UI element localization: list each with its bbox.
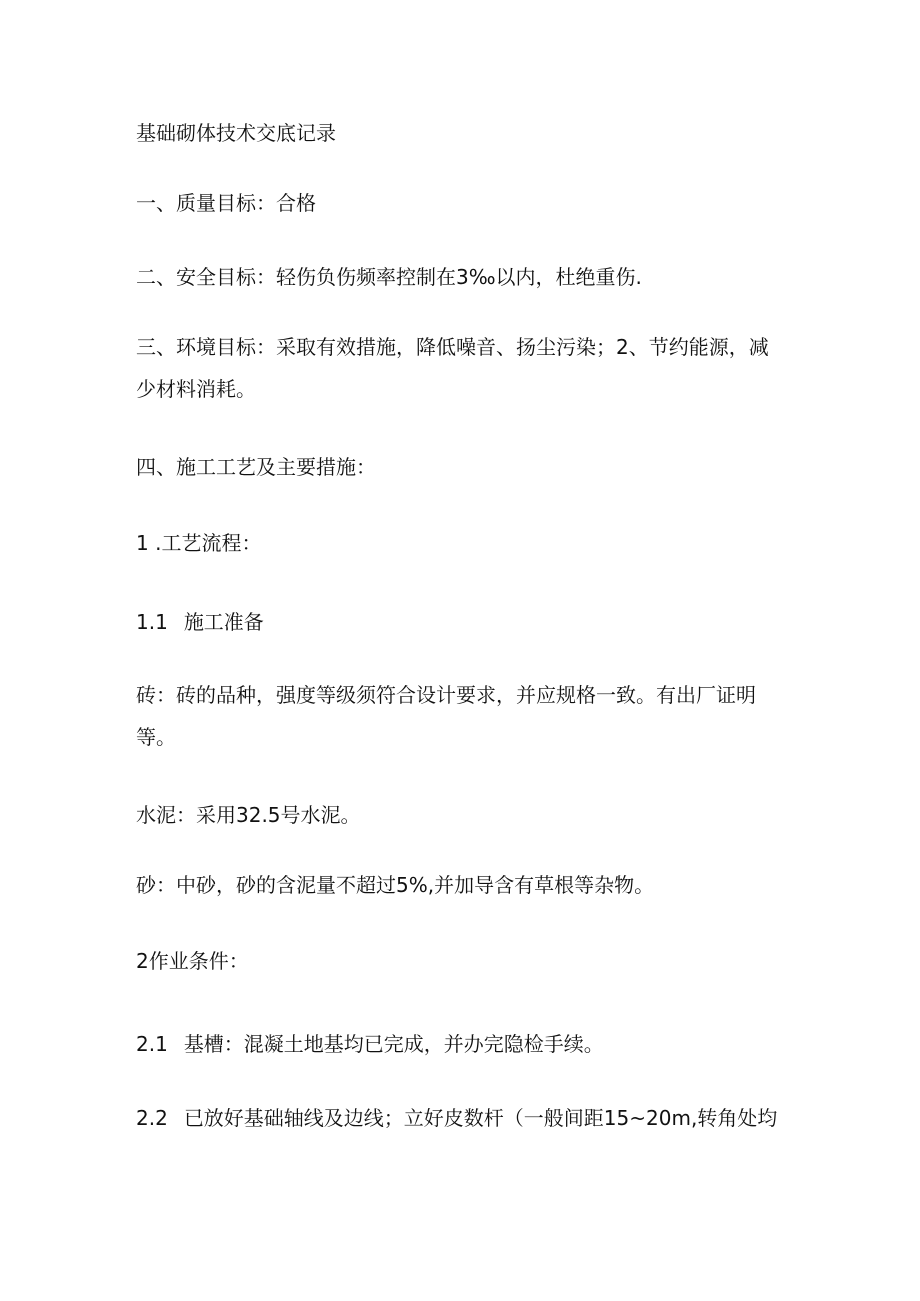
paragraph-process-flow: 1 .工艺流程： xyxy=(136,531,262,555)
paragraph-work-conditions: 2作业条件： xyxy=(136,949,249,973)
section-number: 2.2 xyxy=(136,1106,168,1130)
section-2-1 xyxy=(136,1017,776,1071)
section-number: 1.1 xyxy=(136,610,168,634)
section-text: 施工准备 xyxy=(183,610,264,634)
paragraph-quality-goal: 一、质量目标：合格 xyxy=(136,191,316,215)
paragraph-construction-process: 四、施工工艺及主要措施： xyxy=(136,455,376,479)
paragraph-cement: 水泥：采用32.5号水泥。 xyxy=(136,803,361,827)
section-2-2 xyxy=(136,1091,776,1145)
paragraph-brick: 砖：砖的品种，强度等级须符合设计要求，并应规格一致。有出厂证明等。 xyxy=(136,683,756,749)
section-number: 2.1 xyxy=(136,1032,168,1056)
section-1-1 xyxy=(136,595,776,649)
section-text: 基槽：混凝土地基均已完成，并办完隐检手续。 xyxy=(183,1032,604,1056)
section-text: 已放好基础轴线及边线；立好皮数杆（一般间距15~20m,转角处均 xyxy=(183,1106,778,1130)
paragraph-safety-goal: 二、安全目标：轻伤负伤频率控制在3‰以内，杜绝重伤. xyxy=(136,265,642,289)
document-title: 基础砌体技术交底记录 xyxy=(136,121,336,145)
paragraph-environment-goal: 三、环境目标：采取有效措施，降低噪音、扬尘污染；2、节约能源，减少材料消耗。 xyxy=(136,335,769,401)
paragraph-sand: 砂：中砂，砂的含泥量不超过5%,并加导含有草根等杂物。 xyxy=(136,873,655,897)
